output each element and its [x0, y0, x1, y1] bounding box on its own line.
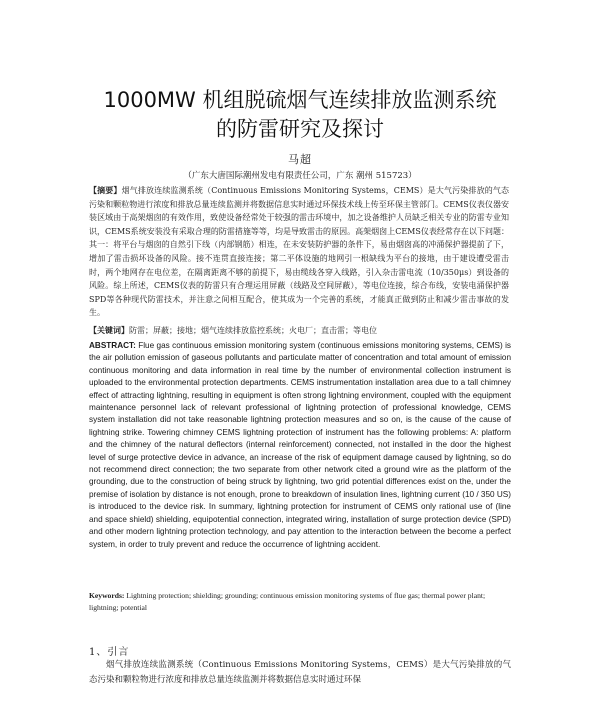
- paper-title-line-2: 的防雷研究及探讨: [216, 117, 384, 141]
- abstract-english: [89, 340, 511, 551]
- keywords-english: [89, 590, 511, 614]
- keywords-chinese-text: 防雷；屏蔽；接地；烟气连续排放监控系统；火电厂；直击雷；等电位: [129, 326, 377, 335]
- paper-title-line-1: 1000MW 机组脱硫烟气连续排放监测系统: [103, 88, 497, 112]
- abstract-english-label: ABSTRACT:: [89, 341, 136, 350]
- author-affiliation: （广东大唐国际潮州发电有限责任公司，广东 潮州 515723）: [183, 171, 417, 181]
- abstract-english-text: Flue gas continuous emission monitoring system (continuous emissions monitoring systems, CEMS) is the air pollution emission of gaseous pollutants and particulate matter of concentration and total amount of emission continuous monitoring and data information in real time by the number of environmental collection instrument is uploaded to the environmental protection departments. CEMS instrumentation installation area due to a tall chimney effect of attracting lightning, resulting in equipment is often strong lightning environment, coupled with the equipment maintenance personnel lack of relevant professional of lightning protection of professional knowledge, CEMS system installation did not take reasonable lightning protection measures and so on, is the cause of the cause of lightning strike. Towering chimney CEMS lightning protection of instrument has the following problems: A: platform and the chimney of the natural deflectors (internal reinforcement) connected, not installed in the door the highest level of surge protective device in advance, an increase of the risk of equipment damage caused by lightning, so do not recommend direct connection; the two separate from other network cited a ground wire as the platform of the grounding, due to the construction of being struck by lightning, two grid potential differences exist on the, under the premise of isolation by distance is not enough, prone to breakdown of insulation lines, lightning current (10 / 350 US) is introduced to the device risk. In summary, lightning protection for instrument of CEMS only rational use of (line and space shield) shielding, equipotential connection, integrated wiring, installation of surge protection device (SPD) and other modern lightning protection technology, and pay attention to the interaction between the become a perfect system, in order to truly prevent and reduce the occurrence of lightning accident.: [89, 341, 512, 549]
- abstract-chinese: [89, 184, 509, 320]
- abstract-chinese-label: 【摘要】: [89, 185, 122, 195]
- introduction-paragraph: 烟气排放连续监测系统（Continuous Emissions Monitoring Systems，CEMS）是大气污染排放的气态污染和颗粒物进行浓度和排放总量连续监测并将数据信息实时通过环保: [89, 660, 511, 685]
- keywords-chinese: [89, 324, 509, 337]
- keywords-chinese-label: 【关键词】: [89, 325, 129, 335]
- keywords-english-label: Keywords:: [89, 591, 125, 600]
- section-heading-introduction: 1、引言: [89, 647, 130, 658]
- abstract-chinese-text: 烟气排放连续监测系统（Continuous Emissions Monitoring Systems，CEMS）是大气污染排放的气态污染和颗粒物进行浓度和排放总量连续监测并将数据信息实时通过环保技术线上传至环保主管部门。CEMS仪表仪器安装区域由于高架烟囱的有效作用，致使设备经常处于较强的雷击环境中，加之设备维护人员缺乏相关专业的防雷专业知识，CEMS系统安装没有采取合理的防雷措施等等，均是导致雷击的原因。高架烟囱上CEMS仪表经常存在以下问题：其一：将平台与烟囱的自然引下线（内部钢筋）相连，在未安装防护器的条件下，易由烟囱高的冲涌保护器提前了下，增加了雷击损坏设备的风险。接不连贯直接连接；第二平体设施的地网引一根缺线为平台的接地，由于建设遭受雷击时，两个地网存在电位差，在隔离距离不够的前提下，易由缆线各穿入线路，引入杂击雷电流（10/350μs）到设备的风险。综上所述，CEMS仪表的防雷只有合理运用屏蔽（线路及空间屏蔽），等电位连接，综合布线，安装电涌保护器SPD等各种现代防雷技术，并注意之间相互配合，使其成为一个完善的系统，才能真正做到防止和减少雷击事故的发生。: [89, 186, 510, 318]
- keywords-english-text: Lightning protection; shielding; grounding; continuous emission monitoring systems of flue gas; thermal power plant; lightning; potential: [89, 591, 486, 612]
- author-name: 马超: [288, 153, 312, 166]
